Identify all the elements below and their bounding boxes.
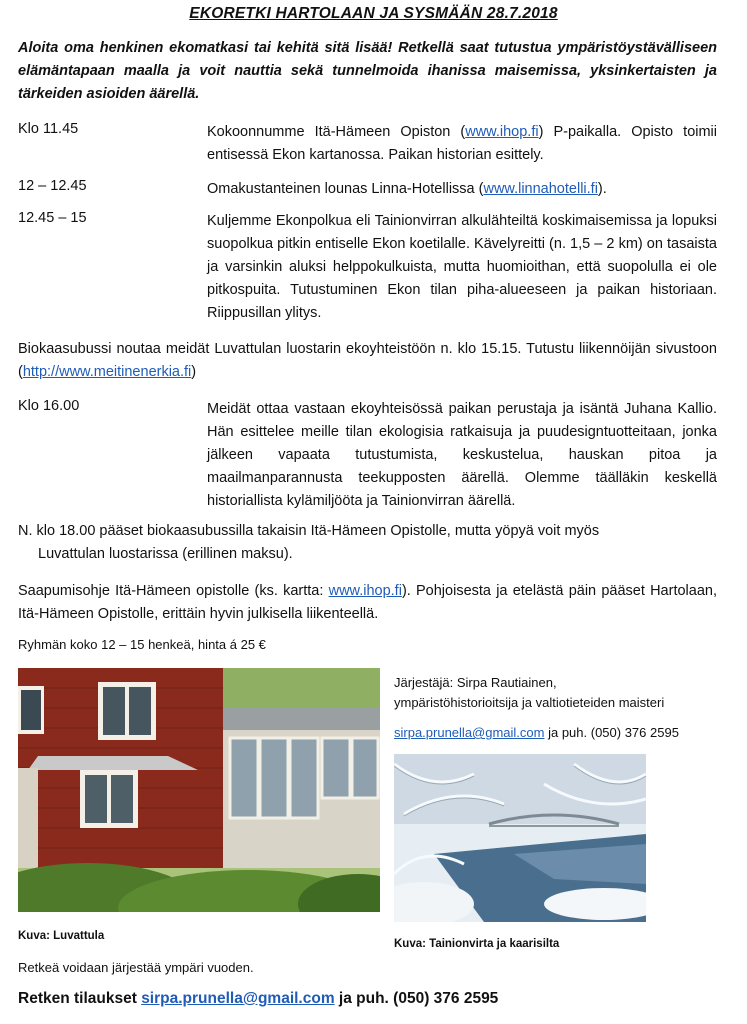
ihop-map-link[interactable]: www.ihop.fi [328, 583, 402, 599]
organizer-contact: sirpa.prunella@gmail.com ja puh. (050) 376 2595 [394, 725, 679, 740]
schedule-desc-4: Meidät ottaa vastaan ekoyhteisössä paikan perustaja ja isäntä Juhana Kallio. Hän esittelee meille tilan ekologisia ratkaisuja ja puudesigntuotteitaan, jonka jälkeen vapaata tutustumista, keskustelua, hauskan pitoa ja maailmanparannusta teekupposten äärellä. Olemme täälläkin keskellä historiallista kylämiljööta ja Tainionvirran äärellä. [207, 401, 717, 509]
schedule-time-1: Klo 11.45 [18, 121, 79, 137]
schedule-time-2: 12 – 12.45 [18, 178, 87, 194]
return-line-1: N. klo 18.00 pääset biokaasubussilla takaisin Itä-Hämeen Opistolle, mutta yöpyä voit myös [18, 523, 600, 539]
schedule-desc-3: Kuljemme Ekonpolkua eli Tainionvirran alkulähteiltä koskimaisemissa ja lopuksi suopolkua pitkin entiselle Ekon koetilalle. Kävelyreitti (n. 1,5 – 2 km) on tasaista ja varsinkin aluksi helppokulkuista, mutta huomioithan, että suopolulla ei ole pitkospuita. Tutustuminen Ekon tilan piha-alueeseen ja paikan historiaan. Riippusillan ylitys. [207, 213, 717, 321]
yearround-note: Retkeä voidaan järjestää ympäri vuoden. [18, 960, 254, 975]
schedule-time-3: 12.45 – 15 [18, 210, 87, 226]
page-title: EKORETKI HARTOLAAN JA SYSMÄÄN 28.7.2018 [189, 5, 558, 22]
linnahotelli-link[interactable]: www.linnahotelli.fi [483, 181, 598, 197]
orders-line: Retken tilaukset sirpa.prunella@gmail.com ja puh. (050) 376 2595 [18, 990, 499, 1007]
ihop-link[interactable]: www.ihop.fi [465, 124, 539, 140]
caption-luvattula: Kuva: Luvattula [18, 930, 105, 942]
group-info: Ryhmän koko 12 – 15 henkeä, hinta á 25 € [18, 637, 266, 652]
return-line-2: Luvattulan luostarissa (erillinen maksu). [38, 546, 293, 562]
organizer-line-1: Järjestäjä: Sirpa Rautiainen, [394, 675, 557, 690]
tainionvirta-photo [394, 754, 646, 922]
luvattula-photo [18, 668, 380, 912]
meitinenerkia-link[interactable]: http://www.meitinenerkia.fi [22, 364, 192, 380]
organizer-line-2: ympäristöhistorioitsija ja valtiotieteiden maisteri [394, 695, 665, 710]
bus-paragraph: Biokaasubussi noutaa meidät Luvattulan luostarin ekoyhteistöön n. klo 15.15. Tutustu liikennöijän sivustoon (http://www.meitinenerkia.fi) [18, 341, 717, 380]
arrival-paragraph: Saapumisohje Itä-Hämeen opistolle (ks. kartta: www.ihop.fi). Pohjoisesta ja etelästä päin pääset Hartolaan, Itä-Hämeen Opistolle, erittäin hyvin julkisella liikenteellä. [18, 583, 717, 622]
schedule-desc-2: Omakustanteinen lounas Linna-Hotellissa (www.linnahotelli.fi). [207, 181, 607, 197]
intro-paragraph: Aloita oma henkinen ekomatkasi tai kehitä sitä lisää! Retkellä saat tutustua ympäristöystävälliseen elämäntapaan maalla ja voit nauttia sekä tunnelmoida ihanissa maisemissa, yksinkertaisten ja tärkeiden asioiden äärellä. [18, 40, 717, 102]
caption-tainionvirta: Kuva: Tainionvirta ja kaarisilta [394, 938, 560, 950]
schedule-desc-1: Kokoonnumme Itä-Hämeen Opiston (www.ihop.fi) P-paikalla. Opisto toimii entisessä Ekon kartanossa. Paikan historian esittely. [207, 124, 717, 163]
schedule-time-4: Klo 16.00 [18, 398, 80, 414]
organizer-email-link[interactable]: sirpa.prunella@gmail.com [394, 725, 545, 740]
orders-email-link[interactable]: sirpa.prunella@gmail.com [141, 990, 335, 1007]
